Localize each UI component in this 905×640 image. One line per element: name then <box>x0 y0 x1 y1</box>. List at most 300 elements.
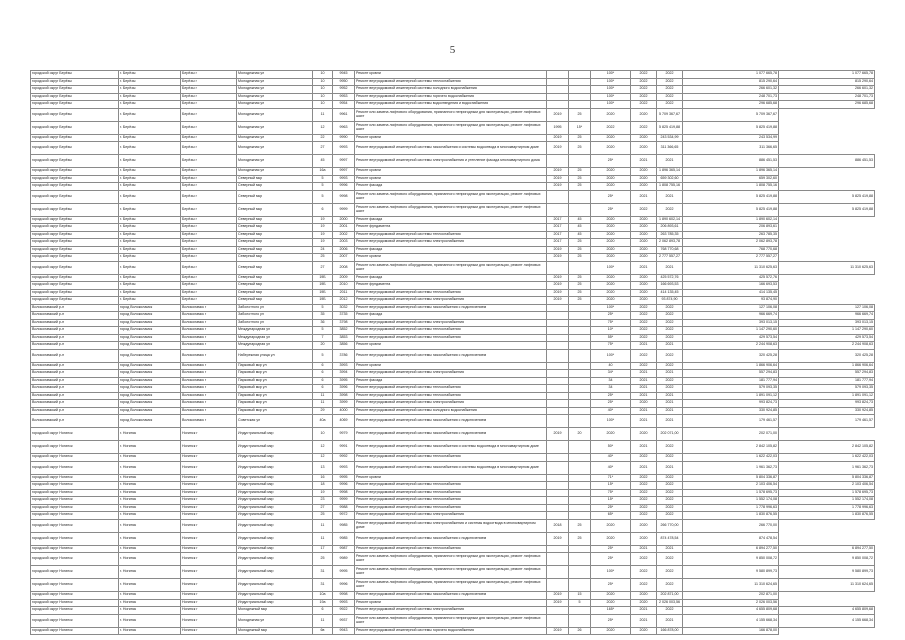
cell-year-end: 659 302,60 <box>657 175 683 183</box>
cell-year-start: 2022 <box>631 553 657 566</box>
cell-locality: Волоколамск г <box>181 334 237 342</box>
cell-cost-planned: 206 893,61 <box>683 224 779 232</box>
cell-municipality: Волоколамский р-н <box>31 362 119 370</box>
cell-work-type: Ремонт внутридомовой инженерной системы электроснабжения <box>355 239 547 247</box>
cell-year-end: 2021 <box>657 342 683 350</box>
cell-year-a <box>547 304 569 312</box>
cell-locality: Берёзы г <box>181 175 237 183</box>
cell-cost-planned: 266 770,00 <box>683 519 779 532</box>
cell-house-number: 36 <box>313 319 333 327</box>
cell-cost-total: 1 552 174,08 <box>779 497 875 505</box>
table-row <box>31 231 875 239</box>
cell-municipality: городской округ Берёзы <box>31 254 119 262</box>
cell-settlement: г. Берёзы <box>119 289 181 297</box>
cell-cost-planned: 4 655 809,68 <box>683 607 779 615</box>
cell-percent-a <box>569 71 591 79</box>
cell-work-type: Ремонт фасада <box>355 312 547 320</box>
cell-house-number: 16 <box>313 474 333 482</box>
cell-street: Северный мкр <box>237 261 313 274</box>
cell-year-a: 2017 <box>547 216 569 224</box>
cell-percent-a: 25 <box>569 142 591 155</box>
cell-cost-total: 181 777,94 <box>779 377 875 385</box>
cell-object-id: 9972 <box>333 512 355 520</box>
cell-municipality: Волоколамский р-н <box>31 349 119 362</box>
cell-object-id: 9991 <box>333 441 355 454</box>
table-row <box>31 512 875 520</box>
cell-cost-planned: 311 366,65 <box>683 142 779 155</box>
cell-object-id: 2008 <box>333 261 355 274</box>
cell-street: Молодежная ул <box>237 101 313 109</box>
cell-house-number: 11 <box>313 392 333 400</box>
cell-work-type: Ремонт внутридомовой инженерной системы газоснабжения с подключением <box>355 304 547 312</box>
cell-work-type: Ремонт кровли <box>355 71 547 79</box>
cell-year-end: 202 871,00 <box>657 592 683 600</box>
table-row <box>31 203 875 216</box>
cell-municipality: городской округ Берёзы <box>31 101 119 109</box>
cell-locality: Берёзы г <box>181 289 237 297</box>
cell-percent-a <box>569 342 591 350</box>
cell-percent-b: 25* <box>591 579 631 592</box>
cell-municipality: городской округ Берёзы <box>31 231 119 239</box>
cell-house-number: 11 <box>313 532 333 545</box>
cell-street: Парковый мкр ул <box>237 370 313 378</box>
cell-percent-b: 25* <box>591 155 631 168</box>
cell-cost-total: 557 294,83 <box>779 370 875 378</box>
cell-percent-b: 34 <box>591 385 631 393</box>
cell-settlement: г. Берёзы <box>119 274 181 282</box>
cell-street: Молодежный мкр <box>237 627 313 635</box>
cell-object-id: 9985 <box>333 519 355 532</box>
cell-cost-planned: 1 808 755,16 <box>683 183 779 191</box>
cell-street: Индустриальный мкр <box>237 461 313 474</box>
cell-year-a <box>547 319 569 327</box>
cell-year-end: 1 890 602,14 <box>657 216 683 224</box>
cell-house-number: 25 <box>313 254 333 262</box>
cell-cost-planned: 5 825 419,88 <box>683 121 779 134</box>
table-row <box>31 627 875 635</box>
cell-work-type: Ремонт кровли <box>355 175 547 183</box>
cell-cost-planned: 993 824,73 <box>683 400 779 408</box>
cell-settlement: г. Ногинск <box>119 497 181 505</box>
cell-percent-a: 5 <box>569 599 591 607</box>
cell-year-start: 2021 <box>631 261 657 274</box>
cell-cost-planned: 425 572,76 <box>683 274 779 282</box>
cell-percent-b: 2020 <box>591 246 631 254</box>
cell-year-a <box>547 512 569 520</box>
table-row <box>31 289 875 297</box>
cell-locality: Берёзы г <box>181 297 237 305</box>
cell-percent-a: 25 <box>569 254 591 262</box>
cell-settlement: г. Берёзы <box>119 282 181 290</box>
cell-locality: Ногинск г <box>181 592 237 600</box>
cell-year-end: 2022 <box>657 334 683 342</box>
cell-cost-total: 11 310 624,65 <box>779 579 875 592</box>
cell-house-number: 6 <box>313 607 333 615</box>
cell-work-type: Ремонт кровли <box>355 134 547 142</box>
cell-municipality: городской округ Ногинск <box>31 607 119 615</box>
cell-object-id: 3852 <box>333 327 355 335</box>
cell-street: Молодежный мкр <box>237 607 313 615</box>
table-row <box>31 297 875 305</box>
cell-percent-a <box>569 614 591 627</box>
cell-work-type: Ремонт внутридомовой инженерной системы электроснабжения <box>355 297 547 305</box>
cell-locality: Берёзы г <box>181 108 237 121</box>
cell-settlement: г. Ногинск <box>119 504 181 512</box>
cell-percent-a: 25 <box>569 108 591 121</box>
table-row <box>31 261 875 274</box>
cell-year-start: 2022 <box>631 362 657 370</box>
cell-percent-b: 2020 <box>591 519 631 532</box>
cell-year-end: 2021 <box>657 545 683 553</box>
cell-year-start: 2022 <box>631 512 657 520</box>
cell-year-end: 2021 <box>657 155 683 168</box>
cell-work-type: Ремонт внутридомовой инженерной системы теплоснабжения <box>355 334 547 342</box>
cell-street: Индустриальный мкр <box>237 519 313 532</box>
cell-settlement: г. Берёзы <box>119 78 181 86</box>
cell-year-end: 2022 <box>657 362 683 370</box>
cell-work-type: Ремонт кровли <box>355 342 547 350</box>
cell-year-start: 2020 <box>631 254 657 262</box>
cell-settlement: город Волоколамск <box>119 377 181 385</box>
cell-year-end: 2022 <box>657 349 683 362</box>
cell-house-number: 19 <box>313 489 333 497</box>
cell-locality: Волоколамск г <box>181 407 237 415</box>
cell-municipality: городской округ Берёзы <box>31 282 119 290</box>
cell-year-a: 2017 <box>547 231 569 239</box>
cell-percent-a <box>569 512 591 520</box>
cell-settlement: город Волоколамск <box>119 327 181 335</box>
cell-house-number: 19 <box>313 216 333 224</box>
cell-percent-a: 25 <box>569 175 591 183</box>
cell-work-type: Ремонт фасада <box>355 274 547 282</box>
table-row <box>31 78 875 86</box>
cell-year-end: 2022 <box>657 607 683 615</box>
cell-year-a <box>547 261 569 274</box>
cell-cost-total: 815 290,64 <box>779 78 875 86</box>
cell-work-type: Ремонт внутридомовой инженерной системы холодного водоснабжения <box>355 407 547 415</box>
table-row <box>31 304 875 312</box>
cell-work-type: Ремонт или замена лифтового оборудования, признанного непригодным для эксплуатации, ремонт лифтовых шахт <box>355 553 547 566</box>
cell-percent-a <box>569 319 591 327</box>
cell-year-start: 2021 <box>631 407 657 415</box>
cell-locality: Ногинск г <box>181 519 237 532</box>
cell-year-start: 2022 <box>631 454 657 462</box>
cell-locality: Берёзы г <box>181 121 237 134</box>
cell-cost-total: 1 866 906,64 <box>779 362 875 370</box>
cell-percent-a: 45 <box>569 216 591 224</box>
cell-object-id: 9950 <box>333 78 355 86</box>
cell-percent-a: 25 <box>569 519 591 532</box>
cell-year-a: 2019 <box>547 297 569 305</box>
cell-object-id: 2001 <box>333 224 355 232</box>
cell-municipality: городской округ Берёзы <box>31 246 119 254</box>
table-row <box>31 400 875 408</box>
cell-locality: Ногинск г <box>181 441 237 454</box>
cell-year-start: 2021 <box>631 545 657 553</box>
cell-object-id: 2002 <box>333 231 355 239</box>
cell-house-number: 17 <box>313 545 333 553</box>
cell-street: Советская ул <box>237 415 313 428</box>
cell-settlement: г. Ногинск <box>119 489 181 497</box>
cell-locality: Волоколамск г <box>181 377 237 385</box>
cell-street: Молодежная ул <box>237 121 313 134</box>
cell-municipality: городской округ Берёзы <box>31 93 119 101</box>
cell-cost-planned: 266 601,32 <box>683 86 779 94</box>
cell-municipality: городской округ Ногинск <box>31 553 119 566</box>
cell-settlement: г. Ногинск <box>119 566 181 579</box>
cell-percent-b: 65* <box>591 512 631 520</box>
cell-percent-a: 25 <box>569 168 591 176</box>
cell-percent-b: 10* <box>591 327 631 335</box>
cell-percent-a <box>569 392 591 400</box>
cell-locality: Ногинск г <box>181 489 237 497</box>
cell-percent-a <box>569 327 591 335</box>
cell-locality: Берёзы г <box>181 134 237 142</box>
cell-cost-planned: 202 871,00 <box>683 592 779 600</box>
cell-street: Парковый мкр ул <box>237 400 313 408</box>
table-row <box>31 377 875 385</box>
cell-object-id: 2007 <box>333 254 355 262</box>
cell-street: Индустриальный мкр <box>237 532 313 545</box>
cell-object-id: 2003 <box>333 239 355 247</box>
cell-street: Индустриальный мкр <box>237 512 313 520</box>
capital-repair-table-container <box>30 70 874 635</box>
cell-year-start: 2020 <box>631 599 657 607</box>
cell-municipality: городской округ Берёзы <box>31 289 119 297</box>
cell-percent-a <box>569 385 591 393</box>
cell-municipality: Волоколамский р-н <box>31 407 119 415</box>
cell-object-id: 3994 <box>333 370 355 378</box>
cell-cost-planned: 5 825 419,88 <box>683 190 779 203</box>
cell-locality: Берёзы г <box>181 282 237 290</box>
cell-municipality: Волоколамский р-н <box>31 342 119 350</box>
cell-year-end: 2022 <box>657 71 683 79</box>
cell-street: Молодежная ул <box>237 93 313 101</box>
cell-cost-planned: 2 777 557,27 <box>683 254 779 262</box>
cell-house-number: 24 <box>313 246 333 254</box>
cell-cost-total: 993 824,73 <box>779 400 875 408</box>
cell-work-type: Ремонт фундамента <box>355 224 547 232</box>
cell-street: Северный мкр <box>237 289 313 297</box>
cell-cost-total: 1 830 876,55 <box>779 512 875 520</box>
cell-work-type: Ремонт внутридомовой инженерной системы холодного водоснабжения <box>355 86 547 94</box>
cell-object-id: 9943 <box>333 627 355 635</box>
cell-year-end: 425 572,76 <box>657 274 683 282</box>
cell-year-end: 166 693,53 <box>657 282 683 290</box>
capital-repair-table <box>30 70 875 635</box>
cell-house-number: 16а <box>313 168 333 176</box>
table-row <box>31 274 875 282</box>
cell-municipality: городской округ Берёзы <box>31 155 119 168</box>
cell-year-start: 2022 <box>631 579 657 592</box>
cell-settlement: город Волоколамск <box>119 362 181 370</box>
cell-municipality: Волоколамский р-н <box>31 370 119 378</box>
cell-cost-planned: 4 155 668,34 <box>683 614 779 627</box>
cell-year-a: 2019 <box>547 246 569 254</box>
cell-settlement: г. Берёзы <box>119 93 181 101</box>
cell-percent-a <box>569 415 591 428</box>
cell-municipality: городской округ Берёзы <box>31 274 119 282</box>
cell-year-a: 2019 <box>547 142 569 155</box>
cell-house-number: 10 <box>313 71 333 79</box>
cell-cost-total: 886 451,53 <box>779 155 875 168</box>
cell-object-id: 3993 <box>333 362 355 370</box>
cell-object-id: 9953 <box>333 93 355 101</box>
cell-cost-total: 579 093,35 <box>779 385 875 393</box>
cell-settlement: город Волоколамск <box>119 385 181 393</box>
cell-year-a <box>547 377 569 385</box>
cell-percent-b: 34 <box>591 377 631 385</box>
cell-year-end: 2022 <box>657 304 683 312</box>
cell-year-start: 2022 <box>631 312 657 320</box>
cell-municipality: городской округ Ногинск <box>31 482 119 490</box>
cell-year-start: 2020 <box>631 231 657 239</box>
cell-cost-total: 4 655 809,68 <box>779 607 875 615</box>
cell-cost-planned: 202 071,00 <box>683 428 779 441</box>
cell-object-id: 3853 <box>333 334 355 342</box>
cell-cost-total: 5 825 419,88 <box>779 203 875 216</box>
cell-year-start: 2020 <box>631 289 657 297</box>
cell-cost-planned: 1 778 996,63 <box>683 504 779 512</box>
cell-year-start: 2020 <box>631 400 657 408</box>
cell-year-a <box>547 482 569 490</box>
cell-percent-b: 34* <box>591 370 631 378</box>
cell-locality: Ногинск г <box>181 607 237 615</box>
cell-year-end: 2021 <box>657 407 683 415</box>
cell-work-type: Ремонт внутридомовой инженерной системы электроснабжения <box>355 319 547 327</box>
table-row <box>31 121 875 134</box>
cell-year-end: 5 709 367,67 <box>657 108 683 121</box>
cell-municipality: городской округ Ногинск <box>31 532 119 545</box>
table-row <box>31 349 875 362</box>
cell-work-type: Ремонт или замена лифтового оборудования, признанного непригодным для эксплуатации, ремонт лифтовых шахт <box>355 579 547 592</box>
cell-year-start: 2022 <box>631 203 657 216</box>
cell-object-id: 3735 <box>333 312 355 320</box>
cell-object-id: 9993 <box>333 599 355 607</box>
cell-cost-planned: 93 874,90 <box>683 297 779 305</box>
table-row <box>31 282 875 290</box>
cell-work-type: Ремонт кровли <box>355 254 547 262</box>
cell-year-a: 2019 <box>547 175 569 183</box>
cell-cost-planned: 1 622 422,03 <box>683 454 779 462</box>
cell-year-start: 2022 <box>631 319 657 327</box>
cell-percent-a <box>569 304 591 312</box>
cell-locality: Ногинск г <box>181 566 237 579</box>
table-row <box>31 607 875 615</box>
cell-settlement: г. Берёзы <box>119 261 181 274</box>
cell-year-a <box>547 454 569 462</box>
cell-street: Индустриальный мкр <box>237 441 313 454</box>
cell-street: Северный мкр <box>237 254 313 262</box>
cell-municipality: Волоколамский р-н <box>31 327 119 335</box>
cell-settlement: г. Берёзы <box>119 71 181 79</box>
cell-percent-a: 25 <box>569 532 591 545</box>
cell-year-start: 2022 <box>631 327 657 335</box>
cell-percent-a <box>569 497 591 505</box>
cell-settlement: г. Ногинск <box>119 428 181 441</box>
table-row <box>31 334 875 342</box>
cell-percent-b: 25* <box>591 312 631 320</box>
cell-street: Молодежная ул <box>237 155 313 168</box>
cell-object-id: 2006 <box>333 246 355 254</box>
table-row <box>31 370 875 378</box>
table-row <box>31 553 875 566</box>
cell-work-type: Ремонт внутридомовой инженерной системы газоснабжения и системы водоотвода в многоквартирном доме <box>355 461 547 474</box>
cell-year-end: 2022 <box>657 489 683 497</box>
cell-locality: Берёзы г <box>181 216 237 224</box>
cell-cost-planned: 1 866 906,64 <box>683 362 779 370</box>
cell-work-type: Ремонт или замена лифтового оборудования, признанного непригодным для эксплуатации, ремонт лифтовых шахт <box>355 108 547 121</box>
cell-locality: Ногинск г <box>181 497 237 505</box>
cell-year-end: 874 478,54 <box>657 532 683 545</box>
cell-cost-total: 320 425,28 <box>779 349 875 362</box>
cell-work-type: Ремонт или замена лифтового оборудования, признанного непригодным для эксплуатации, ремонт лифтовых шахт <box>355 203 547 216</box>
cell-house-number: 22 <box>313 134 333 142</box>
cell-work-type: Ремонт фасада <box>355 377 547 385</box>
cell-year-end: 93 874,90 <box>657 297 683 305</box>
cell-work-type: Ремонт или замена лифтового оборудования, признанного непригодным для эксплуатации, ремонт лифтовых шахт <box>355 190 547 203</box>
table-row <box>31 71 875 79</box>
cell-year-end: 2021 <box>657 190 683 203</box>
cell-settlement: г. Берёзы <box>119 183 181 191</box>
cell-percent-b: 100* <box>591 304 631 312</box>
cell-settlement: г. Берёзы <box>119 134 181 142</box>
cell-year-start: 2021 <box>631 392 657 400</box>
cell-settlement: г. Берёзы <box>119 142 181 155</box>
cell-object-id: 3798 <box>333 319 355 327</box>
cell-street: Северный мкр <box>237 246 313 254</box>
cell-house-number: 6 <box>313 370 333 378</box>
cell-year-start: 2021 <box>631 155 657 168</box>
cell-settlement: г. Ногинск <box>119 454 181 462</box>
cell-year-start: 2021 <box>631 441 657 454</box>
cell-cost-planned: 248 701,73 <box>683 93 779 101</box>
table-row <box>31 224 875 232</box>
cell-percent-a: 25 <box>569 239 591 247</box>
cell-municipality: Волоколамский р-н <box>31 400 119 408</box>
cell-year-a: 2019 <box>547 168 569 176</box>
cell-locality: Берёзы г <box>181 168 237 176</box>
cell-year-start: 2022 <box>631 482 657 490</box>
cell-cost-total: 2 244 908,63 <box>779 342 875 350</box>
cell-object-id: 3998 <box>333 392 355 400</box>
cell-locality: Волоколамск г <box>181 400 237 408</box>
cell-year-a <box>547 407 569 415</box>
cell-work-type: Ремонт кровли <box>355 599 547 607</box>
cell-percent-a: 25 <box>569 274 591 282</box>
table-row <box>31 319 875 327</box>
cell-year-start: 2022 <box>631 121 657 134</box>
cell-percent-b: 75* <box>591 489 631 497</box>
cell-year-start: 2020 <box>631 216 657 224</box>
cell-cost-planned: 2 244 908,63 <box>683 342 779 350</box>
cell-object-id: 9952 <box>333 86 355 94</box>
cell-year-start: 2020 <box>631 282 657 290</box>
cell-municipality: городской округ Берёзы <box>31 121 119 134</box>
table-row <box>31 392 875 400</box>
cell-cost-total: 330 924,85 <box>779 407 875 415</box>
cell-object-id: 9963 <box>333 121 355 134</box>
cell-year-start: 2020 <box>631 519 657 532</box>
cell-percent-b: 2020 <box>591 254 631 262</box>
cell-street: Молодежная ул <box>237 134 313 142</box>
cell-cost-planned: 768 770,68 <box>683 246 779 254</box>
cell-locality: Берёзы г <box>181 261 237 274</box>
cell-percent-b: 2020 <box>591 627 631 635</box>
cell-percent-a <box>569 349 591 362</box>
cell-object-id: 3995 <box>333 377 355 385</box>
cell-object-id: 9999 <box>333 203 355 216</box>
